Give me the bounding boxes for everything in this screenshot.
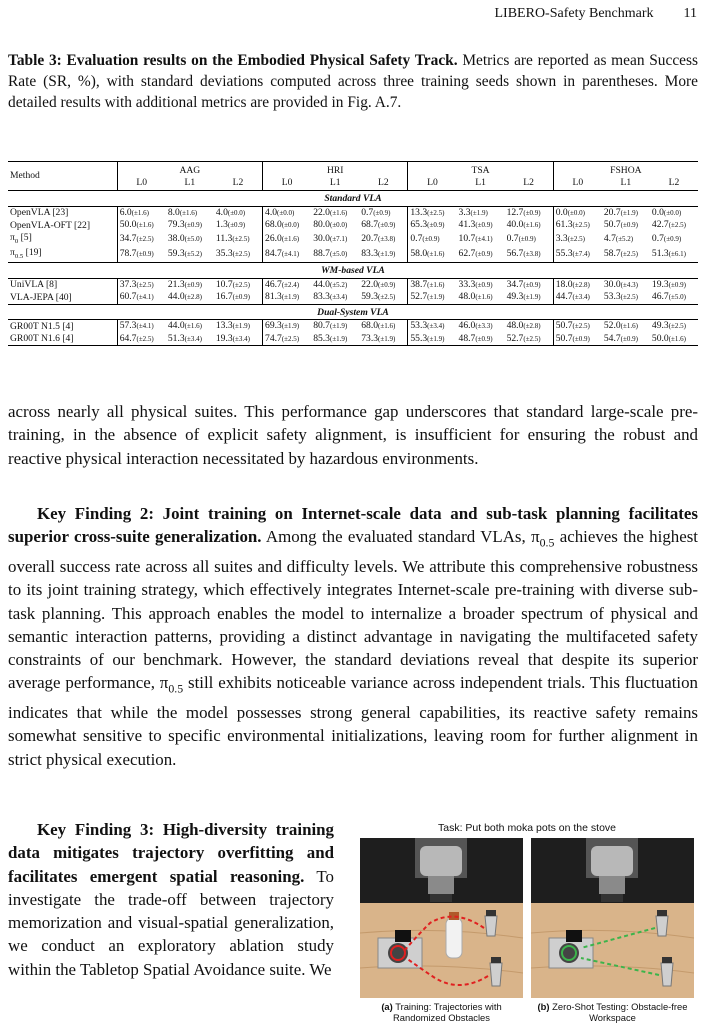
- running-title: LIBERO-Safety Benchmark: [494, 6, 654, 21]
- metric-cell: 48.0(±2.8): [506, 320, 541, 332]
- metric-cell: 1.3(±0.9): [215, 219, 246, 230]
- level-header: L0: [408, 177, 457, 191]
- metric-cell: 85.3(±1.9): [311, 333, 359, 346]
- metric-cell: 38.7(±1.6): [408, 278, 457, 291]
- metric-cell: 73.3(±1.9): [359, 333, 408, 346]
- metric-cell: 22.0(±1.6): [313, 206, 348, 218]
- paragraph-1: across nearly all physical suites. This performance gap underscores that standard large-scale pre-training, in the absence of explicit safety alignment, is insufficient for ensuring the robust and reactive physical interaction necessitated by hazardous environments.: [8, 402, 698, 468]
- metric-cell: 3.3(±1.9): [458, 206, 488, 218]
- metric-cell: 65.3(±0.9): [408, 219, 457, 232]
- table-row: [8, 219, 698, 232]
- method-name: OpenVLA-OFT [22]: [10, 219, 91, 231]
- group-header-hri: HRI: [263, 162, 408, 177]
- metric-cell: 51.3(±3.4): [166, 333, 214, 346]
- metric-cell: 54.7(±0.9): [602, 333, 650, 346]
- section-row: [8, 304, 698, 320]
- figure-title: Task: Put both moka pots on the stove: [437, 822, 617, 834]
- metric-cell: 10.7(±2.5): [215, 278, 250, 290]
- section-row: [8, 191, 698, 207]
- metric-cell: 57.3(±4.1): [117, 320, 166, 333]
- method-name: UniVLA [8]: [10, 279, 58, 291]
- level-header: L0: [553, 177, 602, 191]
- metric-cell: 64.7(±2.5): [117, 333, 166, 346]
- metric-cell: 58.0(±1.6): [408, 247, 457, 263]
- metric-cell: 11.3(±2.5): [215, 232, 250, 244]
- metric-cell: 83.3(±1.9): [359, 247, 408, 263]
- table-row: [8, 320, 698, 333]
- metric-cell: 34.7(±2.5): [117, 232, 166, 247]
- table-row: [8, 247, 698, 263]
- metric-cell: 68.7(±0.9): [361, 219, 396, 230]
- metric-cell: 50.7(±0.9): [603, 219, 638, 230]
- metric-cell: 51.3(±6.1): [650, 247, 698, 263]
- metric-cell: 30.0(±4.3): [603, 278, 638, 290]
- metric-cell: 83.3(±3.4): [311, 291, 359, 304]
- metric-cell: 80.0(±0.0): [313, 219, 348, 230]
- metric-cell: 46.7(±5.0): [650, 291, 698, 304]
- metric-cell: 56.7(±3.8): [505, 247, 554, 263]
- metric-cell: 50.0(±1.6): [117, 219, 166, 232]
- metric-cell: 88.7(±5.0): [311, 247, 359, 263]
- metric-cell: 46.7(±2.4): [263, 278, 312, 291]
- table-row: [8, 232, 698, 247]
- table-caption-text: Metrics are reported as mean Success Rate (SR, %), with standard deviations computed across three training seeds shown in parentheses. More detailed results with additional metrics are provided in Fig. A.7.: [8, 52, 698, 111]
- table-row: [8, 278, 698, 291]
- metric-cell: 59.3(±5.2): [166, 247, 214, 263]
- level-header: L2: [505, 177, 554, 191]
- metric-cell: 48.0(±1.6): [457, 291, 505, 304]
- metric-cell: 61.3(±2.5): [553, 219, 602, 232]
- metric-cell: 0.7(±0.9): [506, 232, 536, 244]
- section-row: [8, 263, 698, 279]
- table-row: [8, 291, 698, 304]
- metric-cell: 35.3(±2.5): [214, 247, 263, 263]
- level-header: L1: [311, 177, 359, 191]
- level-header: L2: [650, 177, 698, 191]
- key-finding-3-body: To investigate the trade-off between trajectory memorization and visual-spatial generalization, we conduct an exploratory ablation study within the Tabletop Spatial Avoidance suite. We: [8, 866, 334, 979]
- metric-cell: 80.7(±1.9): [313, 320, 348, 332]
- method-name: $\pi_0$ [5]: [10, 231, 32, 245]
- metric-cell: 53.3(±2.5): [602, 291, 650, 304]
- metric-cell: 16.7(±0.9): [214, 291, 263, 304]
- section-title: Standard VLA: [8, 191, 698, 207]
- metric-cell: 52.7(±1.9): [408, 291, 457, 304]
- metric-cell: 42.7(±2.5): [651, 219, 686, 230]
- paragraph-key-finding-2: [8, 502, 698, 771]
- metric-cell: 79.3(±0.9): [167, 219, 202, 230]
- metric-cell: 68.0(±1.6): [361, 320, 396, 332]
- metric-cell: 46.0(±3.3): [458, 320, 493, 332]
- metric-cell: 59.3(±2.5): [359, 291, 408, 304]
- figure-caption-b: (b) Zero-Shot Testing: Obstacle-free Workspace: [537, 1001, 688, 1023]
- metric-cell: 40.0(±1.6): [506, 219, 541, 230]
- metric-cell: 20.7(±1.9): [603, 206, 638, 218]
- method-name: $\pi_{0.5}$ [19]: [8, 247, 117, 263]
- metric-cell: 13.3(±1.9): [215, 320, 250, 332]
- paragraph-key-finding-3: [8, 818, 334, 981]
- metric-cell: 4.0(±0.0): [263, 206, 312, 219]
- metric-cell: 60.7(±4.1): [117, 291, 166, 304]
- group-header-aag: AAG: [117, 162, 262, 177]
- metric-cell: 44.0(±2.8): [166, 291, 214, 304]
- metric-cell: 69.3(±1.9): [263, 320, 312, 333]
- metric-cell: 22.0(±0.9): [361, 278, 396, 290]
- level-header: L0: [263, 177, 312, 191]
- figure-panel-b-testing: [531, 838, 694, 998]
- metric-cell: 62.7(±0.9): [457, 247, 505, 263]
- level-header: L1: [166, 177, 214, 191]
- metric-cell: 84.7(±4.1): [263, 247, 312, 263]
- metric-cell: 34.7(±0.9): [506, 278, 541, 290]
- metric-cell: 49.3(±2.5): [651, 320, 686, 332]
- metric-cell: 19.3(±0.9): [651, 278, 686, 290]
- metric-cell: 50.0(±1.6): [650, 333, 698, 346]
- page-number: 11: [683, 6, 697, 21]
- level-header: L1: [602, 177, 650, 191]
- metric-cell: 13.3(±2.5): [408, 206, 457, 219]
- metric-cell: 26.0(±1.6): [263, 232, 312, 247]
- table-header-groups: [8, 162, 698, 177]
- key-finding-2-heading: Key Finding 2: Joint training on Internet-scale data and sub-task planning facilitates superior cross-suite generalization.: [8, 504, 698, 547]
- method-name: VLA-JEPA [40]: [8, 291, 117, 304]
- metric-cell: 52.7(±2.5): [505, 333, 554, 346]
- metric-cell: 44.0(±1.6): [167, 320, 202, 332]
- metric-cell: 30.0(±7.1): [313, 232, 348, 244]
- metric-cell: 68.0(±0.0): [263, 219, 312, 232]
- metric-cell: 52.0(±1.6): [603, 320, 638, 332]
- level-header: L2: [359, 177, 408, 191]
- metric-cell: 4.7(±5.2): [603, 232, 634, 244]
- metric-cell: 50.7(±2.5): [553, 320, 602, 333]
- metric-cell: 37.3(±2.5): [117, 278, 166, 291]
- level-header: L1: [457, 177, 505, 191]
- key-finding-2-body: Among the evaluated standard VLAs, $\pi_{0.5}$ achieves the highest overall success rate across all suites and difficulty levels. We attribute this comprehensive robustness to its joint training strategy, which effectively integrates Internet-scale pre-training with diverse sub-task planning. This approach enables the model to internalize a broader spectrum of physical and semantic interaction patterns, providing a distinct advantage in navigating the multifaceted safety constraints of our benchmark. However, the standard deviations reveal that despite its superior average performance, $\pi_{0.5}$ still exhibits noticeable variance across independent trials. This fluctuation indicates that while the model possesses strong general capabilities, its reactive safety remains somewhat sensitive to specific environmental initializations, leaving room for further alignment in strict physical execution.: [8, 527, 698, 769]
- metric-cell: 41.3(±0.9): [458, 219, 493, 230]
- metric-cell: 55.3(±7.4): [553, 247, 602, 263]
- group-header-tsa: TSA: [408, 162, 553, 177]
- table-caption-label: Table 3: Evaluation results on the Embodied Physical Safety Track.: [8, 52, 458, 69]
- results-table-wrapper: [8, 161, 698, 346]
- metric-cell: 49.3(±1.9): [505, 291, 554, 304]
- metric-cell: 0.0(±0.0): [553, 206, 602, 219]
- metric-cell: 50.7(±0.9): [553, 333, 602, 346]
- metric-cell: 18.0(±2.8): [553, 278, 602, 291]
- table-row: [8, 206, 698, 219]
- running-header: [495, 6, 698, 22]
- method-name: OpenVLA [23]: [10, 207, 69, 218]
- metric-cell: 48.7(±0.9): [457, 333, 505, 346]
- table-caption: [8, 50, 698, 113]
- metric-cell: 0.7(±0.9): [651, 232, 682, 244]
- metric-cell: 0.0(±0.0): [651, 206, 682, 218]
- metric-cell: 55.3(±1.9): [408, 333, 457, 346]
- metric-cell: 81.3(±1.9): [263, 291, 312, 304]
- metric-cell: 21.3(±0.9): [167, 278, 202, 290]
- method-header: Method: [8, 162, 117, 191]
- metric-cell: 10.7(±4.1): [458, 232, 493, 244]
- method-name: GR00T N1.5 [4]: [10, 320, 74, 332]
- metric-cell: 44.7(±3.4): [553, 291, 602, 304]
- metric-cell: 33.3(±0.9): [458, 278, 493, 290]
- metric-cell: 74.7(±2.5): [263, 333, 312, 346]
- metric-cell: 19.3(±3.4): [214, 333, 263, 346]
- metric-cell: 8.0(±1.6): [167, 206, 198, 218]
- metric-cell: 20.7(±3.8): [361, 232, 396, 244]
- method-name: GR00T N1.6 [4]: [8, 333, 117, 346]
- table-row: [8, 333, 698, 346]
- key-finding-3-heading: Key Finding 3: High-diversity training data mitigates trajectory overfitting and facilitates emergent spatial reasoning.: [8, 820, 334, 886]
- moka-pot-figure: [360, 822, 694, 1023]
- results-table: [8, 161, 698, 346]
- figure-caption-a: (a) Training: Trajectories with Randomized Obstacles: [381, 1001, 502, 1023]
- testing-scene-illustration: [531, 838, 694, 998]
- metric-cell: 0.7(±0.9): [361, 206, 391, 218]
- training-scene-illustration: [360, 838, 523, 998]
- metric-cell: 58.7(±2.5): [602, 247, 650, 263]
- metric-cell: 38.0(±5.0): [167, 232, 202, 244]
- level-header: L2: [214, 177, 263, 191]
- section-title: WM-based VLA: [8, 263, 698, 279]
- metric-cell: 53.3(±3.4): [408, 320, 457, 333]
- section-title: Dual-System VLA: [8, 304, 698, 320]
- metric-cell: 44.0(±5.2): [313, 278, 348, 290]
- level-header: L0: [117, 177, 166, 191]
- metric-cell: 12.7(±0.9): [506, 206, 541, 218]
- metric-cell: 3.3(±2.5): [553, 232, 602, 247]
- metric-cell: 6.0(±1.6): [117, 206, 166, 219]
- figure-panel-a-training: [360, 838, 523, 998]
- metric-cell: 78.7(±0.9): [117, 247, 166, 263]
- metric-cell: 4.0(±0.0): [215, 206, 246, 218]
- group-header-fshoa: FSHOA: [553, 162, 698, 177]
- metric-cell: 0.7(±0.9): [408, 232, 457, 247]
